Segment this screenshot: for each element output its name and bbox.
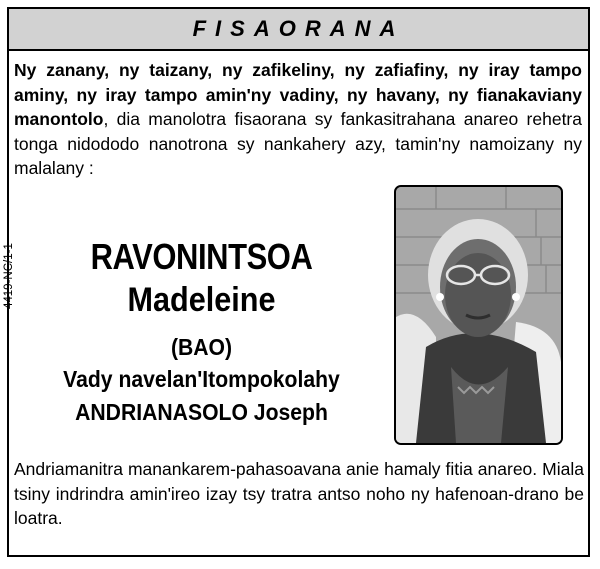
intro-bold-text: Ny zanany, ny taizany, ny zafikeliny, ny zafiafiny, ny iray tampo aminy, ny iray tampo amin'ny vadiny, ny havany, ny fianakaviany manontolo xyxy=(14,60,582,129)
deceased-given-name: Madeleine xyxy=(127,281,276,319)
portrait-photo xyxy=(394,185,563,445)
spouse-name: ANDRIANASOLO Joseph xyxy=(75,399,328,425)
closing-paragraph: Andriamanitra manankarem-pahasoavana anie hamaly fitia anareo. Miala tsiny indrindra amin'ireo izay tsy tratra antso noho ny hafenoan-drano be loatra. xyxy=(14,459,584,528)
notice-header xyxy=(9,9,588,51)
intro-regular-text: , dia manolotra fisaorana sy fankasitrahana anareo rehetra tonga nidododo nanotrona sy nankahery azy, tamin'ny namoizany ny malalany : xyxy=(14,109,582,178)
deceased-nickname: (BAO) xyxy=(170,334,233,360)
deceased-surname: RAVONINTSOA xyxy=(90,236,313,277)
notice-frame xyxy=(3,7,590,557)
intro-paragraph xyxy=(14,58,582,181)
deceased-relation: Vady navelan'Itompokolahy xyxy=(63,366,340,392)
portrait-illustration xyxy=(396,187,561,443)
notice-title: FISAORANA xyxy=(192,16,405,41)
reference-code: 4419-NC/1-1 xyxy=(3,243,15,309)
